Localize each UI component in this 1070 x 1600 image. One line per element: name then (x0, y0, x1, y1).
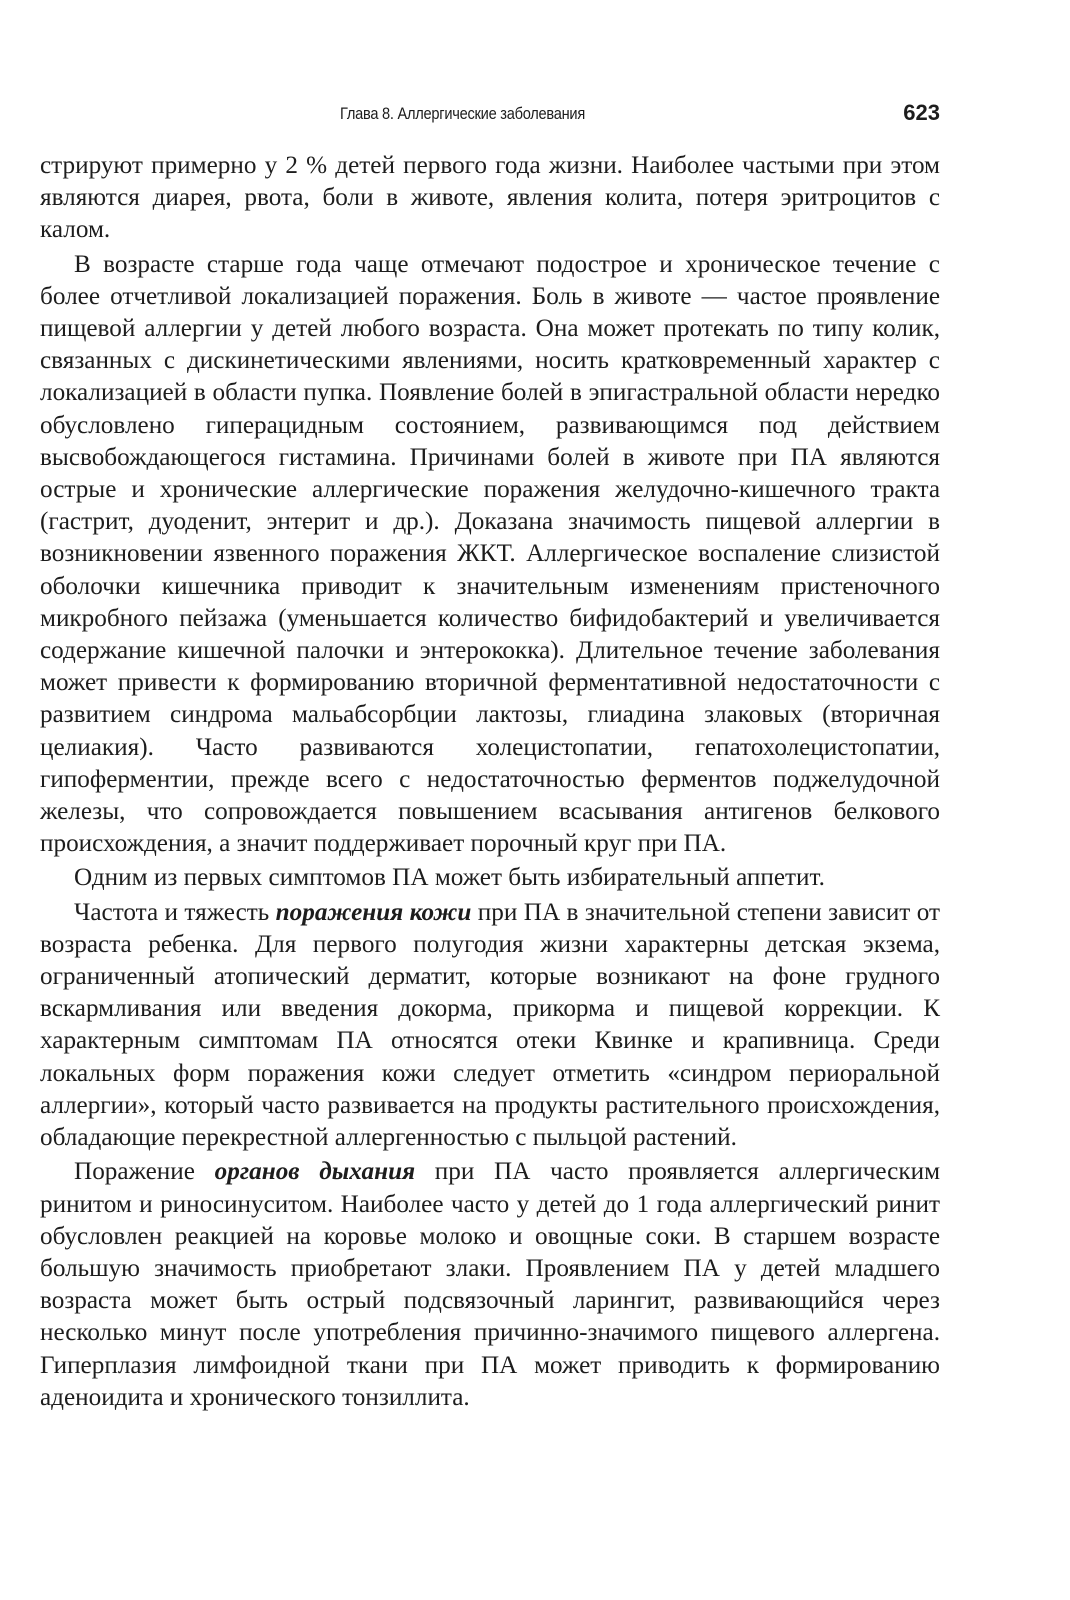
paragraph-skin (40, 897, 940, 1155)
paragraph-skin-body: при ПА в значительной степени зависит от возраста ребенка. Для первого полугодия жизни характерны детская экзема, ограниченный атопический дерматит, которые возникают на фоне грудного вскармливания или введения докорма, прикорма и пищевой коррекции. К характерным симптомам ПА относятся отеки Квинке и крапивница. Среди локальных форм поражения кожи следует отметить «синдром периоральной аллергии», который часто развивается на продукты растительного происхождения, обладающие перекрестной аллергенностью с пыльцой растений. (40, 898, 940, 1152)
running-title: Глава 8. Аллергические заболевания (340, 104, 586, 123)
page-number: 623 (903, 100, 940, 125)
emphasis-skin-lesions: поражения кожи (275, 898, 472, 926)
paragraph-abdominal-pain: В возрасте старше года чаще отмечают подострое и хроническое течение с более отчетливой локализацией поражения. Боль в животе — частое проявление пищевой аллергии у детей любого возраста. Она может протекать по типу колик, связанных с дискинетическими явлениями, носить кратковременный характер с локализацией в области пупка. Появление болей в эпигастральной области нередко обусловлено гиперацидным состоянием, развивающимся под действием высвобождающегося гистамина. Причинами болей в животе при ПА являются острые и хронические аллергические поражения желудочно-кишечного тракта (гастрит, дуоденит, энтерит и др.). Доказана значимость пищевой аллергии в возникновении язвенного поражения ЖКТ. Аллергическое воспаление слизистой оболочки кишечника приводит к значительным изменениям пристеночного микробного пейзажа (уменьшается количество бифидобактерий и увеличивается содержание кишечной палочки и энтерококка). Длительное течение заболевания может привести к формированию вторичной ферментативной недостаточности с развитием синдрома мальабсорбции лактозы, глиадина злаковых (вторичная целиакия). Часто развиваются холецистопатии, гепатохолецистопатии, гипоферментии, прежде всего с недостаточностью ферментов поджелудочной железы, что сопровождается повышением всасывания антигенов белкового происхождения, а значит поддерживает порочный круг при ПА. (40, 250, 940, 858)
paragraph-appetite: Одним из первых симптомов ПА может быть избирательный аппетит. (74, 864, 825, 892)
paragraph-skin-lead: Частота и тяжесть (74, 898, 276, 926)
emphasis-respiratory-organs: органов дыхания (214, 1158, 416, 1186)
paragraph-respiratory (40, 1156, 940, 1414)
paragraph-respiratory-body: при ПА часто проявляется аллергическим ринитом и риносинуситом. Наиболее часто у детей до 1 года аллергический ринит обусловлен реакцией на коровье молоко и овощные соки. В старшем возрасте большую значимость приобретают злаки. Проявлением ПА у детей младшего возраста может быть острый подсвязочный ларингит, развивающийся через несколько минут после употребления причинно-значимого пищевого аллергена. Гиперплазия лимфоидной ткани при ПА может приводить к формированию аденоидита и хронического тонзиллита. (40, 1158, 941, 1411)
paragraph-respiratory-lead: Поражение (74, 1158, 215, 1186)
body-text (40, 150, 940, 1416)
page-header (40, 100, 940, 134)
paragraph-continued: стрируют примерно у 2 % детей первого года жизни. Наиболее частыми при этом являются диарея, рвота, боли в животе, явления колита, потеря эритроцитов с калом. (40, 152, 940, 244)
